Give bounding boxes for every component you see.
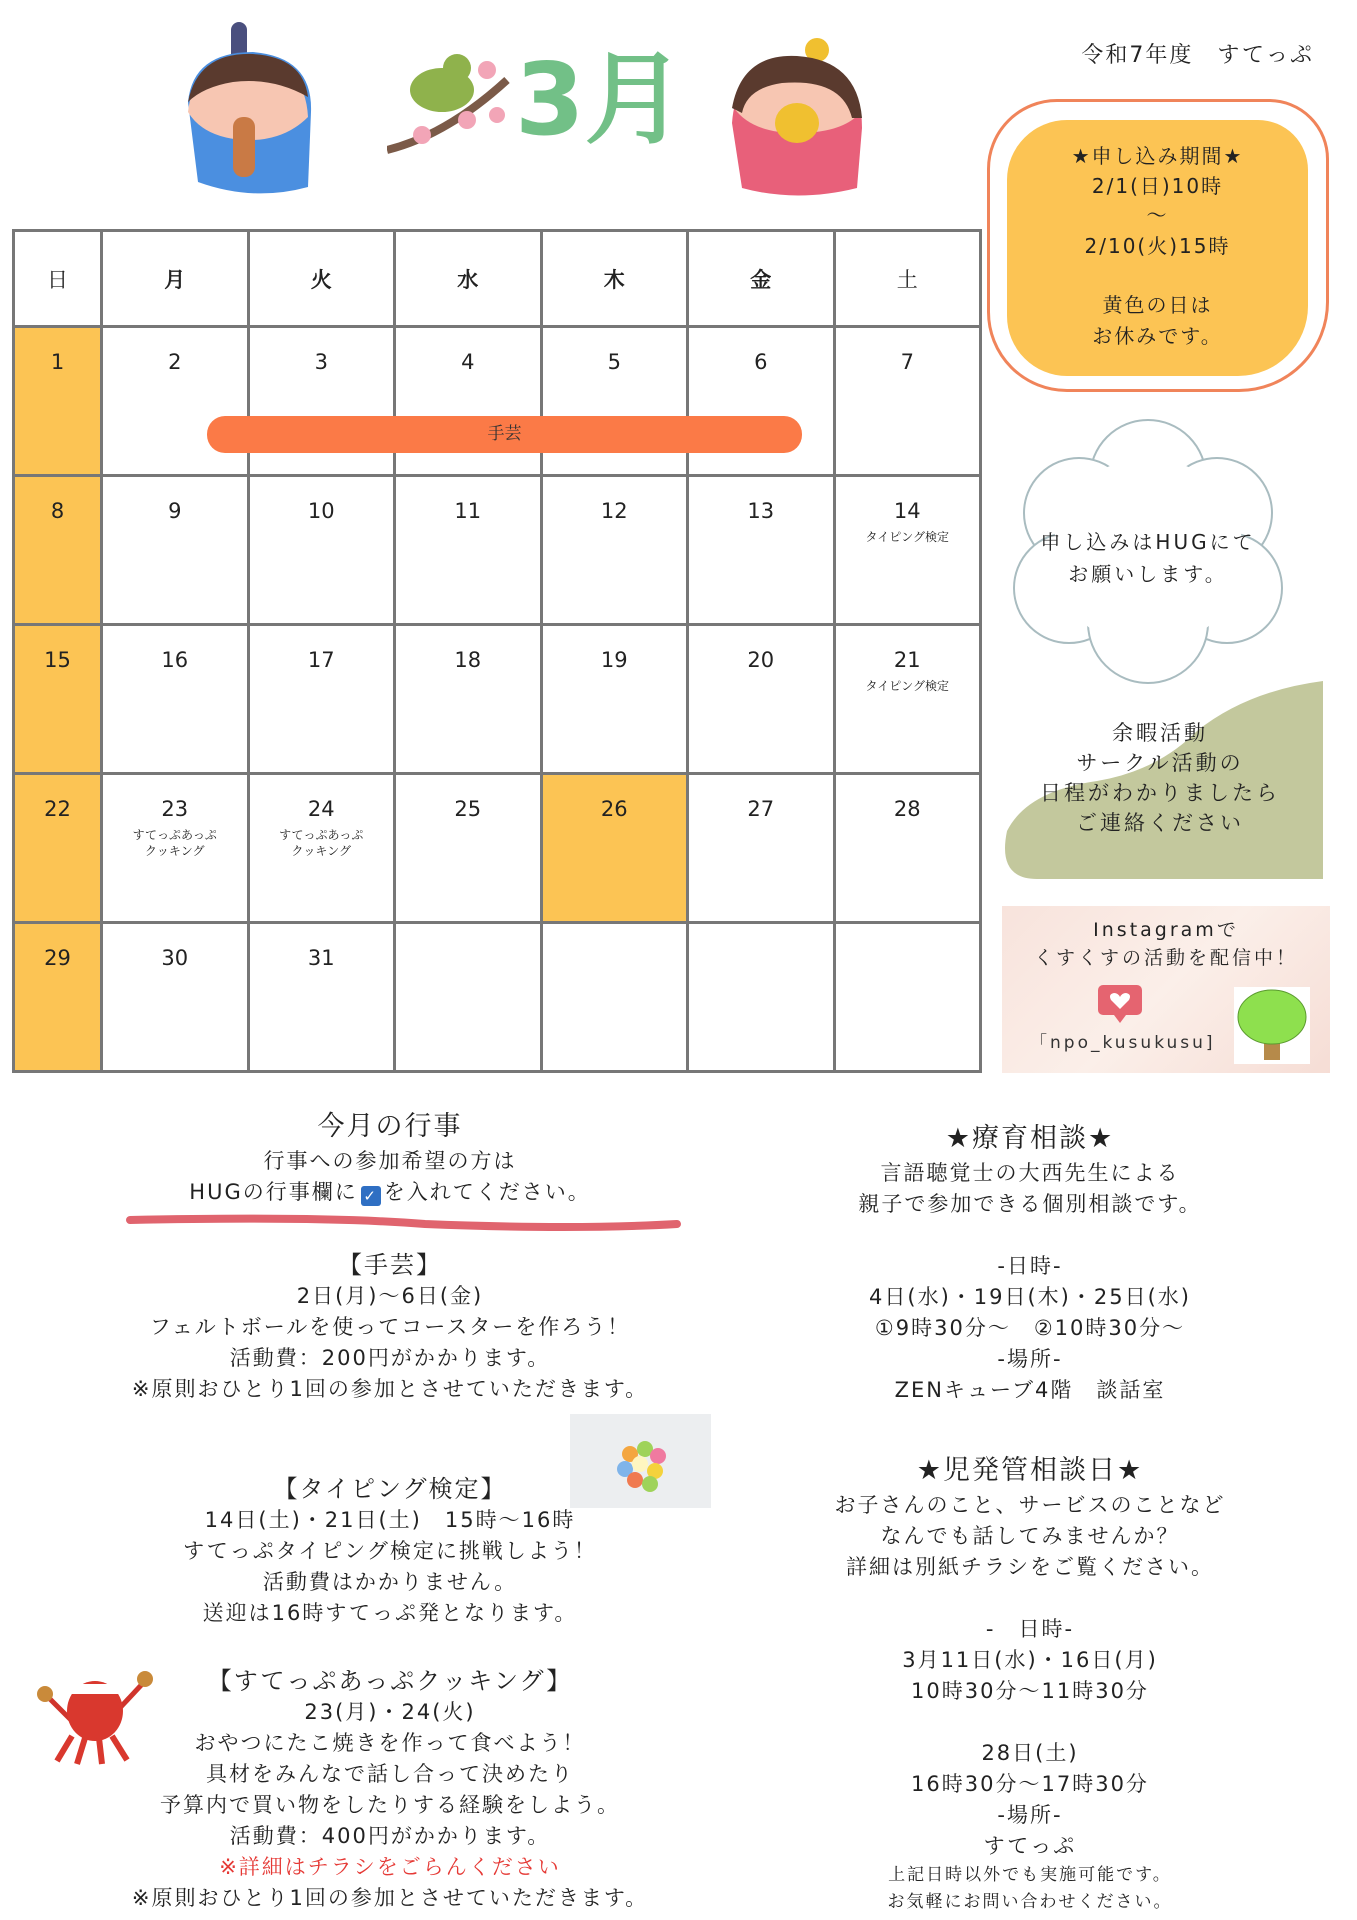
events-intro xyxy=(60,1177,720,1208)
day-number: 8 xyxy=(50,499,65,523)
section-line: ①9時30分～ ②10時30分～ xyxy=(874,1316,1186,1340)
day-number: 27 xyxy=(747,797,775,821)
calendar-day-cell[interactable] xyxy=(541,327,688,476)
checkbox-icon: ✓ xyxy=(361,1186,381,1206)
calendar-day-cell[interactable] xyxy=(688,476,835,625)
section-line: 送迎は16時すてっぷ発となります。 xyxy=(202,1601,578,1625)
calendar-day-cell[interactable] xyxy=(541,774,688,923)
section-line: 3月11日(水)・16日(月) xyxy=(902,1648,1158,1672)
day-number: 24 xyxy=(307,797,335,821)
jihatsu-consultation-section xyxy=(760,1452,1300,1916)
calendar-day-cell[interactable] xyxy=(395,476,542,625)
calendar-day-cell[interactable] xyxy=(14,625,102,774)
day-number: 22 xyxy=(44,797,71,821)
day-number: 9 xyxy=(168,499,182,523)
section-line: ※詳細はチラシをごらんください xyxy=(219,1855,561,1879)
apply-period-line: お休みです。 xyxy=(1092,324,1223,348)
day-number: 19 xyxy=(600,648,628,672)
section-heading: ★療育相談★ xyxy=(945,1123,1115,1154)
calendar-day-cell[interactable] xyxy=(102,476,249,625)
calendar-day-cell[interactable] xyxy=(248,923,395,1072)
calendar-event-band-shugei: 手芸 xyxy=(207,416,802,453)
leisure-notice-line: 余暇活動 xyxy=(1112,721,1208,745)
leisure-notice-line: サークル活動の xyxy=(1076,751,1244,775)
calendar-day-cell[interactable] xyxy=(248,476,395,625)
day-number: 23 xyxy=(161,797,189,821)
weekday-header-row xyxy=(14,231,981,327)
apply-period-line: 2/10(火)15時 xyxy=(1084,234,1231,258)
calendar-day-cell[interactable] xyxy=(14,327,102,476)
apply-period-line: ～ xyxy=(1146,203,1169,227)
instagram-handle[interactable]: 「npo_kusukusu] xyxy=(1030,1033,1216,1053)
instagram-line: くすくすの活動を配信中！ xyxy=(1033,947,1298,969)
section-line: - 日時- xyxy=(985,1617,1075,1641)
day-number: 4 xyxy=(461,350,475,374)
day-number: 7 xyxy=(900,350,914,374)
day-number: 13 xyxy=(747,499,775,523)
section-line xyxy=(760,1220,1300,1251)
leisure-notice-line: 日程がわかりましたら xyxy=(1040,781,1280,805)
section-line: 2日(月)～6日(金) xyxy=(296,1284,484,1308)
section-line: 具材をみんなで話し合って決めたり xyxy=(206,1762,574,1786)
ohina-sama-doll-illustration xyxy=(722,38,872,198)
calendar-day-cell[interactable] xyxy=(102,774,249,923)
day-number: 5 xyxy=(607,350,621,374)
uguisu-plum-illustration xyxy=(387,40,517,165)
day-number: 2 xyxy=(168,350,182,374)
section-line: 親子で参加できる個別相談です。 xyxy=(858,1192,1202,1216)
day-number: 10 xyxy=(307,499,335,523)
section-line: -日時- xyxy=(997,1254,1063,1278)
day-number: 3 xyxy=(314,350,328,374)
weekday-2: 火 xyxy=(248,231,395,327)
apply-period-line: 2/1(日)10時 xyxy=(1091,174,1224,198)
calendar-day-cell[interactable] xyxy=(14,774,102,923)
calendar-day-cell[interactable] xyxy=(541,625,688,774)
section-line: -場所- xyxy=(997,1803,1063,1827)
events-section xyxy=(60,1108,720,1208)
section-line: ※原則おひとり1回の参加とさせていただきます。 xyxy=(131,1377,649,1401)
section-line: 23(月)・24(火) xyxy=(304,1700,476,1724)
section-line: 16時30分～17時30分 xyxy=(911,1772,1149,1796)
section-line: ZENキューブ4階 談話室 xyxy=(894,1378,1166,1402)
tree-mascot-icon xyxy=(1234,987,1310,1064)
red-underline-stroke xyxy=(125,1210,683,1234)
day-number: 31 xyxy=(307,946,335,970)
weekday-1: 月 xyxy=(102,231,249,327)
section-line: 予算内で買い物をしたりする経験をしよう。 xyxy=(160,1793,620,1817)
section-line: なんでも話してみませんか？ xyxy=(880,1524,1180,1548)
calendar-week-row xyxy=(14,625,981,774)
day-event-note: タイピング検定 xyxy=(865,679,950,693)
day-number: 11 xyxy=(454,499,482,523)
section-line: 【手芸】 xyxy=(338,1251,442,1279)
calendar-day-cell[interactable] xyxy=(834,774,981,923)
section-line: 10時30分～11時30分 xyxy=(911,1679,1149,1703)
calendar-day-cell[interactable] xyxy=(14,476,102,625)
calendar-day-cell[interactable] xyxy=(834,327,981,476)
section-line: フェルトボールを使ってコースターを作ろう！ xyxy=(149,1315,631,1339)
day-number: 6 xyxy=(754,350,768,374)
day-number: 16 xyxy=(161,648,189,672)
calendar-day-cell[interactable] xyxy=(102,625,249,774)
section-line: 上記日時以外でも実施可能です。 xyxy=(888,1865,1172,1885)
calendar-week-row xyxy=(14,774,981,923)
calendar-day-cell[interactable] xyxy=(395,625,542,774)
section-line: すてっぷタイピング検定に挑戦しよう！ xyxy=(183,1539,597,1563)
section-line xyxy=(760,1583,1300,1614)
weekday-6: 土 xyxy=(834,231,981,327)
day-number: 18 xyxy=(454,648,482,672)
day-number: 29 xyxy=(44,946,71,970)
month-logo: 3月 xyxy=(515,41,685,158)
apply-period-line: 黄色の日は xyxy=(1102,293,1213,317)
weekday-0: 日 xyxy=(14,231,102,327)
day-number: 30 xyxy=(161,946,189,970)
calendar-day-cell[interactable] xyxy=(834,476,981,625)
calendar-day-cell[interactable] xyxy=(834,625,981,774)
odairi-sama-doll-illustration xyxy=(173,22,327,198)
instagram-line: Instagramで xyxy=(1093,919,1239,941)
day-event-note: タイピング検定 xyxy=(865,530,950,544)
day-number: 28 xyxy=(893,797,921,821)
section-line: お子さんのこと、サービスのことなど xyxy=(834,1493,1226,1517)
weekday-4: 木 xyxy=(541,231,688,327)
calendar-week-row xyxy=(14,923,981,1072)
calendar-week-row xyxy=(14,476,981,625)
calendar-day-cell[interactable] xyxy=(102,923,249,1072)
day-number: 25 xyxy=(454,797,482,821)
calendar-day-cell[interactable] xyxy=(834,923,981,1072)
calendar-grid xyxy=(12,229,982,1073)
section-line xyxy=(760,1707,1300,1738)
calendar-day-cell[interactable] xyxy=(541,923,688,1072)
calendar-day-cell[interactable] xyxy=(248,774,395,923)
day-number: 15 xyxy=(44,648,71,672)
calendar-day-cell[interactable] xyxy=(395,923,542,1072)
day-number: 12 xyxy=(600,499,628,523)
section-line: ※原則おひとり1回の参加とさせていただきます。 xyxy=(131,1886,649,1910)
section-line: 活動費：400円がかかります。 xyxy=(229,1824,551,1848)
section-line: 14日(土)・21日(土) 15時～16時 xyxy=(204,1508,576,1532)
section-line: 言語聴覚士の大西先生による xyxy=(880,1161,1180,1185)
events-intro-b: を入れてください。 xyxy=(383,1180,591,1204)
events-intro-a: HUGの行事欄に xyxy=(189,1180,358,1204)
section-line: 28日(土) xyxy=(981,1741,1079,1765)
events-intro: 行事への参加希望の方は xyxy=(263,1149,517,1173)
organization-label: 令和7年度 すてっぷ xyxy=(1081,43,1314,68)
calendar-day-cell[interactable] xyxy=(14,923,102,1072)
calendar-day-cell[interactable] xyxy=(688,625,835,774)
section-line: -場所- xyxy=(997,1347,1063,1371)
calendar-day-cell[interactable] xyxy=(248,327,395,476)
calendar-week-row xyxy=(14,327,981,476)
hug-notice-line: お願いします。 xyxy=(1068,562,1228,586)
day-number: 20 xyxy=(747,648,775,672)
section-line: 【すてっぷあっぷクッキング】 xyxy=(207,1667,573,1695)
day-event-note: すてっぷあっぷ クッキング xyxy=(279,828,364,858)
leisure-notice-line: ご連絡ください xyxy=(1076,811,1244,835)
weekday-5: 金 xyxy=(688,231,835,327)
calendar-day-cell[interactable] xyxy=(102,327,249,476)
section-line: 活動費：200円がかかります。 xyxy=(229,1346,551,1370)
calendar-day-cell[interactable] xyxy=(688,774,835,923)
ryoiku-consultation-section xyxy=(760,1120,1300,1406)
shugei-section xyxy=(60,1250,720,1405)
calendar-day-cell[interactable] xyxy=(688,923,835,1072)
cooking-section xyxy=(60,1666,720,1914)
day-number: 1 xyxy=(50,350,65,374)
calendar-day-cell[interactable] xyxy=(248,625,395,774)
day-event-note: すてっぷあっぷ クッキング xyxy=(132,828,217,858)
section-line: 活動費はかかりません。 xyxy=(262,1570,518,1594)
events-title: 今月の行事 xyxy=(317,1111,463,1142)
section-heading: ★児発管相談日★ xyxy=(916,1455,1144,1486)
section-line: 【タイピング検定】 xyxy=(273,1475,507,1503)
section-line: すてっぷ xyxy=(983,1834,1077,1858)
day-number: 14 xyxy=(893,499,921,523)
calendar-day-cell[interactable] xyxy=(395,774,542,923)
section-line: お気軽にお問い合わせください。 xyxy=(887,1892,1173,1912)
day-number: 17 xyxy=(307,648,335,672)
calendar-day-cell[interactable] xyxy=(541,476,688,625)
calendar-day-cell[interactable] xyxy=(688,327,835,476)
apply-period-line: ★申し込み期間★ xyxy=(1071,144,1244,168)
day-number: 21 xyxy=(893,648,921,672)
section-line: 詳細は別紙チラシをご覧ください。 xyxy=(846,1555,1214,1579)
weekday-3: 水 xyxy=(395,231,542,327)
typing-section xyxy=(60,1474,720,1629)
heart-notification-icon xyxy=(1098,985,1142,1025)
section-line: 4日(水)・19日(木)・25日(水) xyxy=(869,1285,1191,1309)
section-line: おやつにたこ焼きを作って食べよう！ xyxy=(194,1731,586,1755)
calendar-day-cell[interactable] xyxy=(395,327,542,476)
day-number: 26 xyxy=(600,797,628,821)
hug-notice-line: 申し込みはHUGにて xyxy=(1040,530,1256,554)
